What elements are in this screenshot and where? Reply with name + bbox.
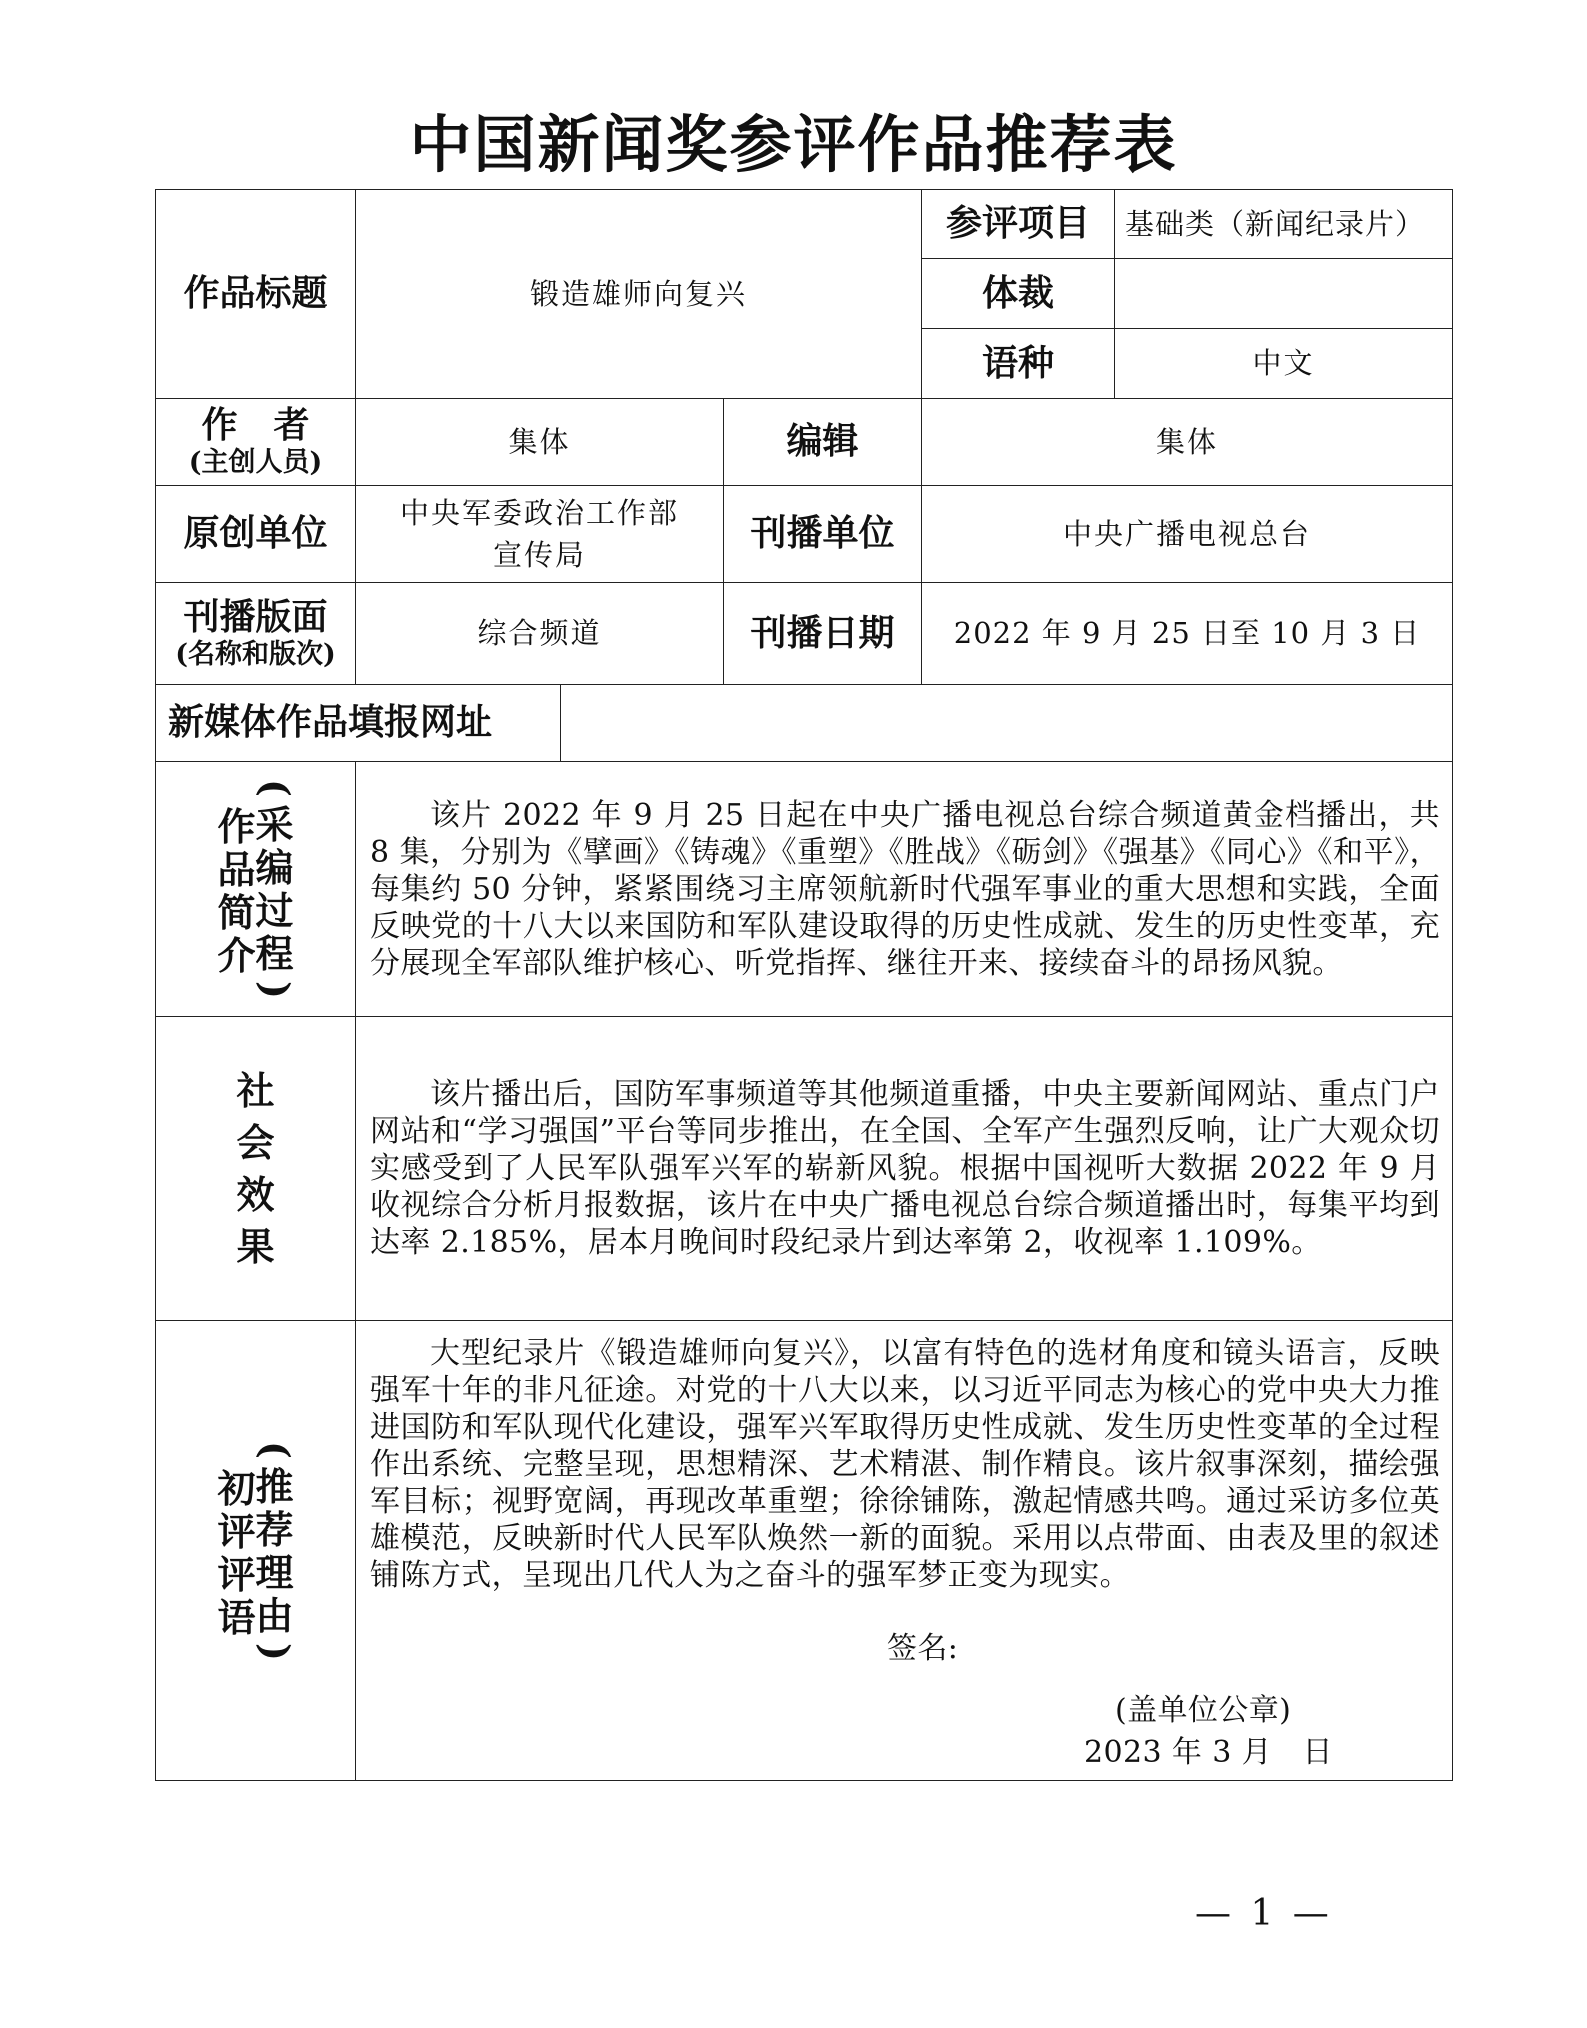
recommendation-form: [155, 189, 1453, 1781]
effect-label-char: 社: [236, 1067, 275, 1113]
intro-label: [156, 762, 356, 1017]
review-label-char: 由: [255, 1592, 294, 1638]
original-unit-line-2: 宣传局: [492, 538, 586, 572]
author-label-cell: [156, 399, 356, 486]
original-unit-label: 原创单位: [156, 486, 356, 583]
genre-label: 体裁: [922, 259, 1115, 329]
paren-open-icon: (: [252, 1440, 298, 1459]
new-media-label: 新媒体作品填报网址: [156, 685, 561, 761]
language-value: 中文: [1115, 329, 1453, 399]
publish-unit-value: 中央广播电视总台: [922, 486, 1453, 583]
signature-label: 签名:: [887, 1631, 959, 1666]
sign-date: 2023 年 3 月 日: [1084, 1735, 1333, 1770]
work-title-label: 作品标题: [156, 190, 356, 399]
intro-label-char: 简: [217, 890, 256, 935]
layout-label-cell: [156, 583, 356, 685]
intro-label-char: 介: [217, 933, 256, 978]
intro-label-char: 品: [217, 847, 256, 892]
review-label: [156, 1321, 356, 1781]
new-media-row: [156, 685, 1453, 762]
layout-label: 刊播版面: [183, 595, 328, 638]
intro-label-char: 编: [255, 845, 294, 890]
review-label-char: 理: [255, 1549, 294, 1595]
author-label: 作 者: [201, 404, 310, 447]
publish-unit-label: 刊播单位: [724, 486, 922, 583]
paren-open-icon: (: [252, 779, 298, 797]
category-label: 参评项目: [922, 190, 1115, 259]
effect-label-char: 效: [236, 1171, 275, 1217]
author-value: 集体: [356, 399, 724, 486]
publish-date-value: 2022 年 9 月 25 日至 10 月 3 日: [922, 583, 1453, 685]
effect-label-char: 果: [236, 1223, 275, 1269]
page-number: — 1 —: [1195, 1893, 1333, 1934]
editor-label: 编辑: [724, 399, 922, 486]
publish-date-label: 刊播日期: [724, 583, 922, 685]
layout-sub-label: (名称和版次): [175, 638, 336, 670]
effect-text: 该片播出后，国防军事频道等其他频道重播，中央主要新闻网站、重点门户网站和“学习强国”平台等同步推出，在全国、全军产生强烈反响，让广大观众切实感受到了人民军队强军兴军的崭新风貌。根据中国视听大数据 2022 年 9 月收视综合分析月报数据，该片在中央广播电视总台综合频道播出时，每集平均到达率 2.185%，居本月晚间时段纪录片到达率第 2，收视率 1.109%。: [370, 1077, 1441, 1260]
intro-text-cell: [356, 762, 1453, 1017]
original-unit-line-1: 中央军委政治工作部: [399, 495, 679, 530]
effect-label-char: 会: [236, 1119, 275, 1165]
original-unit-value: [356, 486, 724, 583]
new-media-value: [561, 685, 1452, 761]
review-text-cell: [356, 1321, 1453, 1781]
review-label-char: 评: [217, 1508, 256, 1554]
review-label-char: 初: [217, 1465, 256, 1511]
intro-text: 该片 2022 年 9 月 25 日起在中央广播电视总台综合频道黄金档播出，共 8 集，分别为《擘画》《铸魂》《重塑》《胜战》《砺剑》《强基》《同心》《和平》，每集约 50 分钟，紧紧围绕习主席领航新时代强军事业的重大思想和实践，全面反映党的十八大以来国防和军队建设取得的历史性成就、发生的历史性变革，充分展现全军部队维护核心、听党指挥、继往开来、接续奋斗的昂扬风貌。: [370, 797, 1441, 981]
review-text: 大型纪录片《锻造雄师向复兴》，以富有特色的选材角度和镜头语言，反映强军十年的非凡征途。对党的十八大以来，以习近平同志为核心的党中央大力推进国防和军队现代化建设，强军兴军取得历史性成就、发生历史性变革的全过程作出系统、完整呈现，思想精深、艺术精湛、制作精良。该片叙事深刻，描绘强军目标；视野宽阔，再现改革重塑；徐徐铺陈，激起情感共鸣。通过采访多位英雄模范，反映新时代人民军队焕然一新的面貌。采用以点带面、由表及里的叙述铺陈方式，呈现出几代人为之奋斗的强军梦正变为现实。: [370, 1336, 1441, 1593]
signature-area: [370, 1630, 1440, 1780]
author-sub-label: (主创人员): [188, 447, 323, 479]
intro-label-char: 程: [255, 931, 294, 976]
paren-close-icon: ): [252, 1642, 298, 1661]
category-value: 基础类（新闻纪录片）: [1115, 190, 1453, 259]
page-title: 中国新闻奖参评作品推荐表: [409, 108, 1178, 181]
review-label-char: 评: [217, 1551, 256, 1597]
review-label-char: 推: [255, 1463, 294, 1509]
seal-label: (盖单位公章): [1115, 1693, 1292, 1728]
intro-label-char: 作: [217, 804, 256, 849]
intro-label-char: 过: [255, 888, 294, 933]
review-label-char: 荐: [255, 1506, 294, 1552]
paren-close-icon: ): [252, 981, 298, 999]
work-title-value: 锻造雄师向复兴: [356, 190, 922, 399]
effect-text-cell: [356, 1017, 1453, 1321]
intro-label-char: 采: [255, 802, 294, 847]
editor-value: 集体: [922, 399, 1453, 486]
effect-label: [156, 1017, 356, 1321]
review-label-char: 语: [217, 1594, 256, 1640]
layout-value: 综合频道: [356, 583, 724, 685]
language-label: 语种: [922, 329, 1115, 399]
genre-value: [1115, 259, 1453, 329]
